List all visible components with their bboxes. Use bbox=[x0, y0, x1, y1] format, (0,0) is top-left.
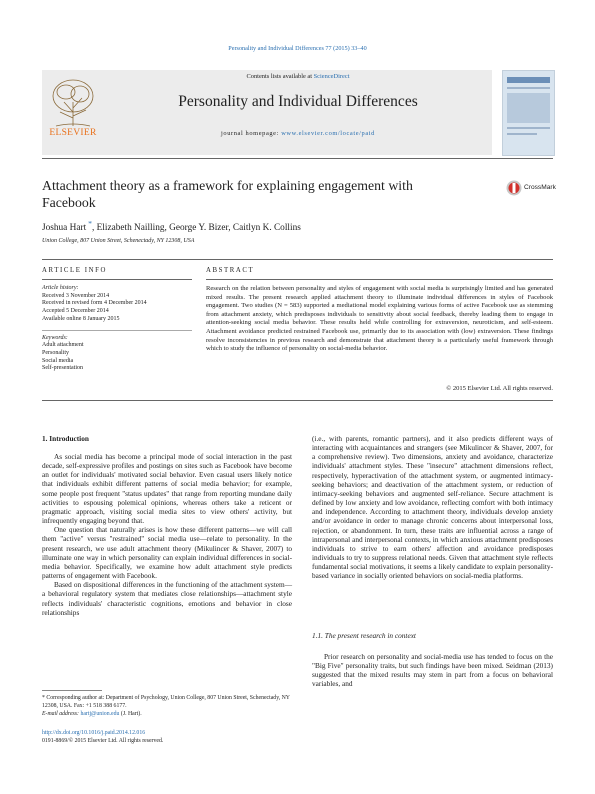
footnote-text: * Corresponding author at: Department of Psychology, Union College, 807 Union Street, Schenectady, NY 12308, USA. Fax: +1 518 388 6177. bbox=[42, 695, 290, 709]
journal-header-bar bbox=[42, 70, 492, 155]
article-info-heading: ARTICLE INFO bbox=[42, 267, 108, 274]
section-heading-introduction: 1. Introduction bbox=[42, 434, 89, 443]
keyword: Personality bbox=[42, 349, 69, 356]
doi-link[interactable]: http://dx.doi.org/10.1016/j.paid.2014.12.016 bbox=[42, 730, 146, 736]
article-title: Attachment theory as a framework for explaining engagement with Facebook bbox=[42, 178, 413, 210]
affiliation: Union College, 807 Union Street, Schenectady, NY 12308, USA bbox=[42, 238, 195, 244]
history-item: Available online 8 January 2015 bbox=[42, 315, 120, 322]
body-paragraph: As social media has become a principal mode of social interaction in the past decade, self-expressive profiles and postings on sites such as Facebook have become an outlet for individuals' motivated social behavior. Even casual users likely notice that individuals exhibit different patterns of social media behavior; for example, some people post frequent "status updates" that range from reporting mundane daily activities to espousing polemical opinions, whereas others take a reticent or pragmatic approach, visiting social media sites to view others' activity, but infrequently engaging beyond that. bbox=[42, 452, 292, 526]
contents-prefix: Contents lists available at bbox=[246, 73, 314, 80]
crossmark-icon[interactable] bbox=[506, 180, 522, 196]
sciencedirect-link[interactable]: ScienceDirect bbox=[313, 73, 350, 80]
history-label: Article history: bbox=[42, 285, 79, 291]
crossmark-label[interactable]: CrossMark bbox=[524, 184, 556, 191]
author-rest: , Elizabeth Nailling, George Y. Bizer, Caitlyn K. Collins bbox=[91, 223, 301, 234]
body-paragraph: Based on dispositional differences in the functioning of the attachment system—a behavioral regulatory system that mediates close relationships—attachment style reflects individuals' characteristic cognitions, emotions and behavior in close relationships bbox=[42, 580, 292, 617]
abstract-bottom-rule bbox=[42, 400, 553, 401]
footnote bbox=[42, 694, 292, 718]
journal-title: Personality and Individual Differences bbox=[178, 93, 418, 110]
body-left-column bbox=[42, 452, 292, 617]
abstract-heading: ABSTRACT bbox=[206, 267, 255, 274]
footnote-rule bbox=[42, 690, 102, 691]
abstract-head-rule bbox=[206, 279, 553, 280]
homepage-link[interactable]: www.elsevier.com/locate/paid bbox=[281, 130, 375, 137]
keywords-label: Keywords: bbox=[42, 334, 68, 341]
history-item: Received 3 November 2014 bbox=[42, 292, 110, 299]
journal-citation[interactable]: Personality and Individual Differences 77 (2015) 33–40 bbox=[228, 45, 367, 52]
keyword: Social media bbox=[42, 357, 74, 364]
info-head-rule bbox=[42, 279, 192, 280]
footnote-email bbox=[42, 710, 292, 718]
info-top-rule bbox=[42, 259, 553, 260]
doi-block bbox=[42, 729, 163, 745]
article-info-column bbox=[42, 285, 192, 373]
abstract-text: Research on the relation between personality and styles of engagement with social media is surprisingly limited and has generated mixed results. The present research applied attachment theory to illuminate individual differences in styles of Facebook engagement. Two studies (N = 583) supported a mediational model explaining various forms of active Facebook use as stemming from attachment anxiety, which predisposes individuals to sensitivity about social feedback, thereby leading them to engage in attention-seeking social media behavior. These results held while controlling for extraversion, neuroticism, and self-esteem. Attachment avoidance predicted restrained Facebook use, primarily due to its association with (low) extraversion. These findings resolve inconsistencies in previous research and demonstrate that attachment theory is a particularly useful framework through which to study the influence of personality on social-media behavior. bbox=[206, 285, 553, 353]
contents-line bbox=[108, 73, 488, 80]
abstract-copyright: © 2015 Elsevier Ltd. All rights reserved. bbox=[446, 385, 553, 392]
keyword: Adult attachment bbox=[42, 342, 84, 349]
author-list bbox=[42, 219, 301, 233]
publisher-name: ELSEVIER bbox=[49, 128, 97, 138]
header-rule bbox=[42, 158, 553, 159]
body-right-column bbox=[312, 434, 553, 581]
email-suffix: (J. Hart). bbox=[119, 711, 142, 717]
body-paragraph: One question that naturally arises is how these different patterns—we will call them "active" versus "restrained" social media use—relate to personality. In the present research, we use adult attachment theory (Mikulincer & Shaver, 2007) to illuminate one way in which personality can explain individual differences in social-media behavior. Specifically, we examine how adult attachment style predicts patterns of engagement with Facebook. bbox=[42, 525, 292, 581]
email-label: E-mail address: bbox=[42, 711, 81, 717]
body-right-column-continued bbox=[312, 652, 553, 689]
history-item: Accepted 5 December 2014 bbox=[42, 308, 109, 315]
corresponding-author-mark[interactable]: * bbox=[86, 219, 92, 228]
issn-line: 0191-8869/© 2015 Elsevier Ltd. All rights reserved. bbox=[42, 738, 164, 744]
author-first: Joshua Hart bbox=[42, 223, 87, 234]
history-item: Received in revised form 4 December 2014 bbox=[42, 300, 147, 307]
journal-cover-thumbnail bbox=[502, 70, 555, 156]
keyword: Self-presentation bbox=[42, 365, 83, 372]
subsection-heading: 1.1. The present research in context bbox=[312, 631, 416, 640]
body-paragraph: Prior research on personality and social-media use has tended to focus on the "Big Five" personality traits, but such findings have been mixed. Seidman (2013) suggested that the mixed results may stem in part from a focus on behavioral variables, and bbox=[312, 652, 553, 689]
email-link[interactable]: hartj@union.edu bbox=[80, 711, 120, 717]
journal-homepage bbox=[108, 130, 488, 137]
homepage-prefix: journal homepage: bbox=[221, 130, 282, 137]
body-paragraph: (i.e., with parents, romantic partners), and it also predicts different ways of interacting with acquaintances and strangers (see Mikulincer & Shaver, 2007, for a comprehensive review). Two dimensions, anxiety and avoidance, characterize individuals' attachment styles. These "insecure" attachment dimensions reflect, respectively, hyperactivation of the attachment system, or augmented intimacy-seeking behaviors; and deactivation of the attachment system, or reduction of intimacy-seeking behaviors and augmented self-reliance. Secure attachment is defined by low anxiety and low avoidance, reflecting comfort with both intimacy and independence. According to attachment theory, individuals develop anxiety and/or avoidance in order to manage chronic concerns about interpersonal loss, rejection, or abandonment. In turn, these traits are influential across a range of intrapersonal and interpersonal contexts, in which anxious attachment predisposes individuals to strive to earn others' affection and avoidance predisposes individuals to try to suppress relational needs. Given that attachment style reflects fundamental social motivations, it seems a likely candidate to explain personality-based variance in socially oriented behaviors on social-media platforms. bbox=[312, 434, 553, 581]
